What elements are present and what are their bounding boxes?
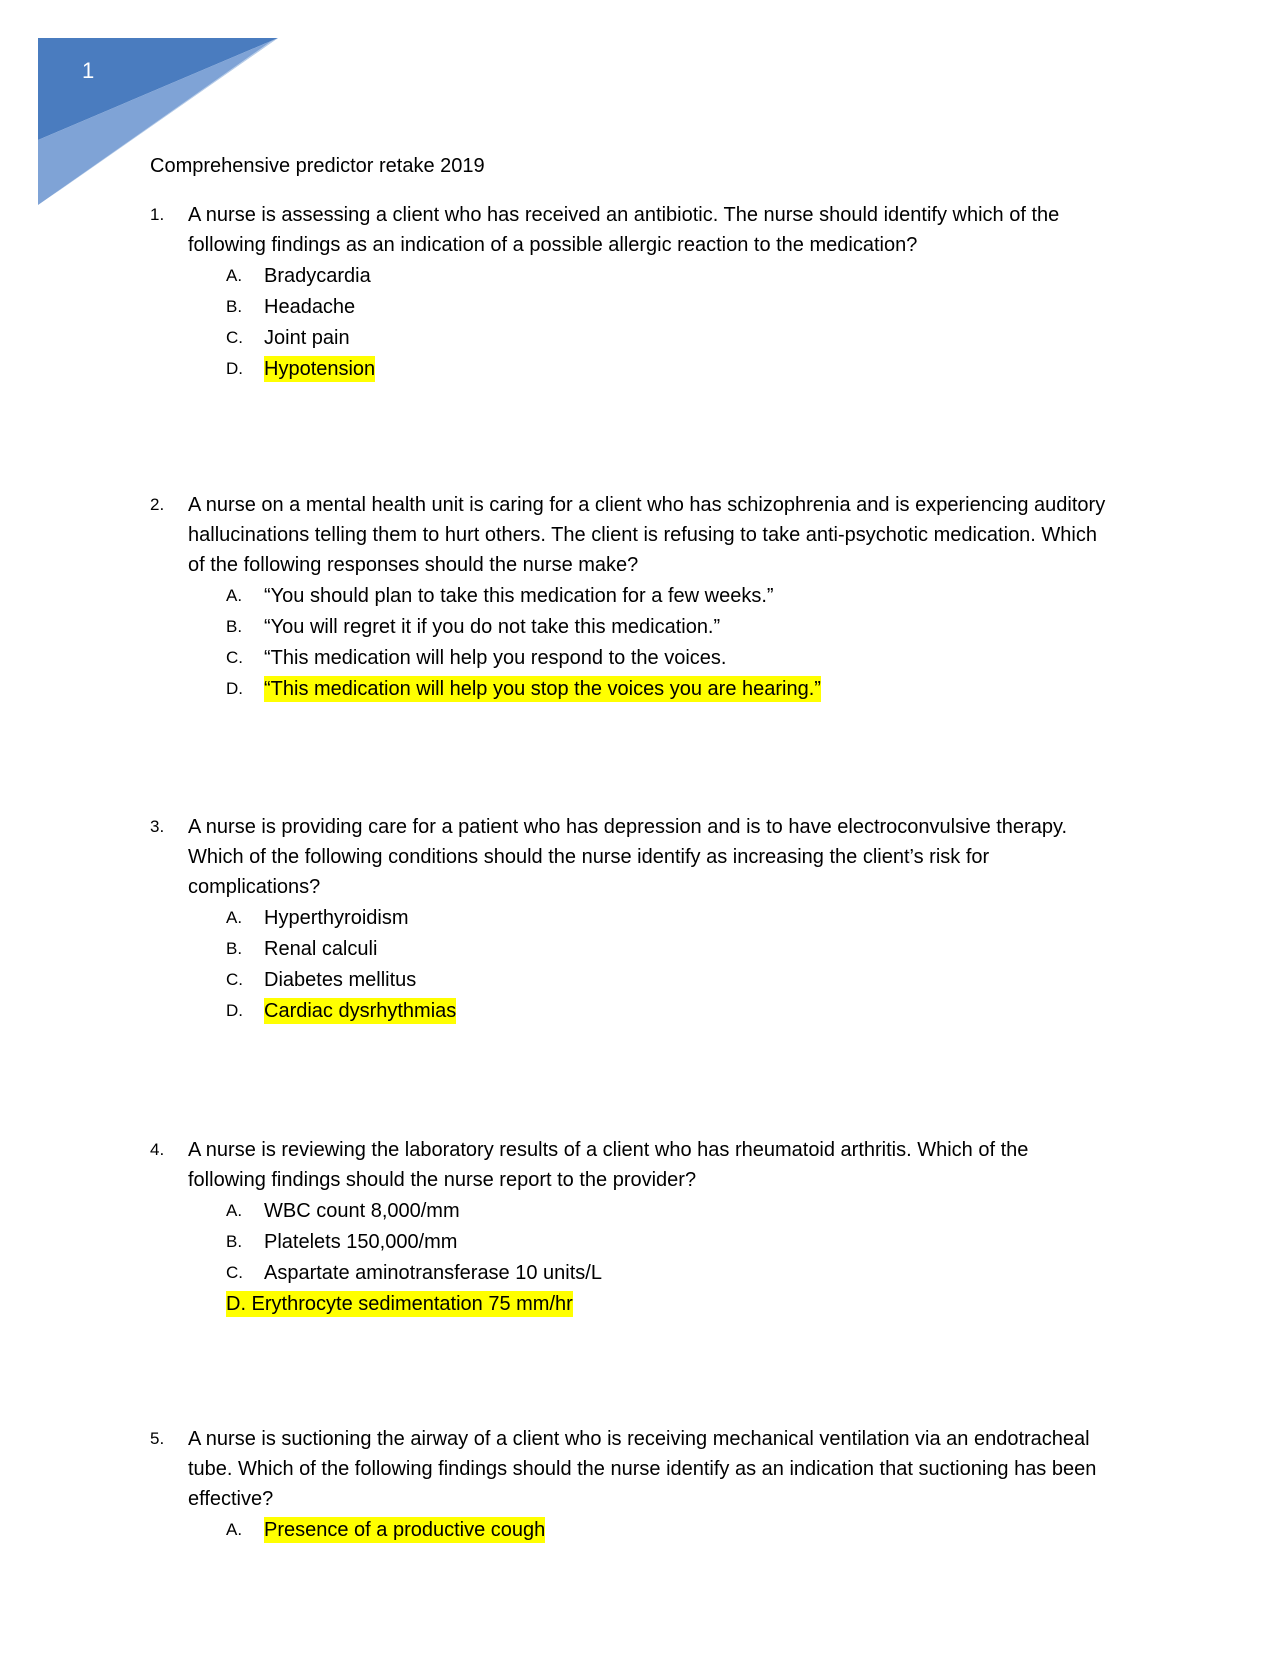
option-d — [226, 995, 1130, 1026]
option-a — [226, 580, 1130, 611]
highlighted-answer: D. Erythrocyte sedimentation 75 mm/hr — [226, 1292, 573, 1315]
option-letter: B. — [226, 938, 243, 958]
option-text: “You will regret it if you do not take this medication.” — [264, 615, 721, 638]
option-text: Headache — [264, 295, 356, 318]
option-d — [226, 1288, 1130, 1319]
option-b — [226, 933, 1130, 964]
option-letter: B. — [226, 1231, 243, 1251]
option-letter: B. — [226, 616, 243, 636]
question-text: A nurse is reviewing the laboratory results of a client who has rheumatoid arthritis. Which of the following findings should the nurse report to the provider? — [188, 1139, 1029, 1191]
highlighted-answer: “This medication will help you stop the voices you are hearing.” — [264, 677, 821, 700]
answer-options — [150, 260, 1130, 384]
option-a — [226, 1195, 1130, 1226]
question-5 — [150, 1424, 1130, 1545]
option-b — [226, 291, 1130, 322]
option-a — [226, 260, 1130, 291]
option-letter: D. — [226, 678, 243, 698]
option-text: Hyperthyroidism — [264, 906, 409, 929]
option-text: Diabetes mellitus — [264, 968, 417, 991]
option-letter: D. — [226, 358, 243, 378]
option-letter: A. — [226, 1519, 243, 1539]
question-number: 1. — [150, 205, 165, 224]
option-letter: C. — [226, 647, 243, 667]
document-title: Comprehensive predictor retake 2019 — [150, 155, 485, 177]
question-2 — [150, 490, 1130, 704]
question-number: 4. — [150, 1140, 165, 1159]
option-letter: C. — [226, 327, 243, 347]
option-letter: C. — [226, 969, 243, 989]
option-a — [226, 1514, 1130, 1545]
option-letter: A. — [226, 265, 243, 285]
option-c — [226, 964, 1130, 995]
question-text: A nurse is assessing a client who has received an antibiotic. The nurse should identify which of the following findings as an indication of a possible allergic reaction to the medication? — [188, 204, 1060, 256]
option-d — [226, 353, 1130, 384]
option-letter: C. — [226, 1262, 243, 1282]
highlighted-answer: Presence of a productive cough — [264, 1518, 546, 1541]
option-d — [226, 673, 1130, 704]
option-c — [226, 1257, 1130, 1288]
option-b — [226, 1226, 1130, 1257]
question-4 — [150, 1135, 1130, 1319]
answer-options — [150, 1514, 1130, 1545]
question-text: A nurse is suctioning the airway of a client who is receiving mechanical ventilation via an endotracheal tube. Which of the following findings should the nurse identify as an indication that suctioning has been effective? — [188, 1428, 1097, 1510]
option-a — [226, 902, 1130, 933]
question-number: 5. — [150, 1429, 165, 1448]
option-letter: A. — [226, 585, 243, 605]
option-letter: B. — [226, 296, 243, 316]
question-number: 2. — [150, 495, 165, 514]
highlighted-answer: Cardiac dysrhythmias — [264, 999, 457, 1022]
option-text: Aspartate aminotransferase 10 units/L — [264, 1261, 602, 1284]
option-text: WBC count 8,000/mm — [264, 1199, 460, 1222]
question-number: 3. — [150, 817, 165, 836]
page-corner-decoration — [0, 0, 300, 220]
option-text: Renal calculi — [264, 937, 378, 960]
option-text: Bradycardia — [264, 264, 371, 287]
question-1 — [150, 200, 1130, 384]
answer-options — [150, 580, 1130, 704]
option-letter: A. — [226, 1200, 243, 1220]
option-text: “This medication will help you respond to the voices. — [264, 646, 727, 669]
option-text: Platelets 150,000/mm — [264, 1230, 458, 1253]
question-3 — [150, 812, 1130, 1026]
option-c — [226, 322, 1130, 353]
option-letter: D. — [226, 1000, 243, 1020]
highlighted-answer: Hypotension — [264, 357, 376, 380]
page-number: 1 — [82, 58, 95, 83]
option-text: “You should plan to take this medication for a few weeks.” — [264, 584, 774, 607]
option-c — [226, 642, 1130, 673]
answer-options — [150, 1195, 1130, 1319]
option-letter: A. — [226, 907, 243, 927]
question-text: A nurse on a mental health unit is caring for a client who has schizophrenia and is experiencing auditory hallucinations telling them to hurt others. The client is refusing to take anti-psychotic medication. Which of the following responses should the nurse make? — [188, 494, 1106, 576]
answer-options — [150, 902, 1130, 1026]
question-text: A nurse is providing care for a patient who has depression and is to have electroconvulsive therapy. Which of the following conditions should the nurse identify as increasing the client’s risk for complications? — [188, 816, 1068, 898]
option-b — [226, 611, 1130, 642]
option-text: Joint pain — [264, 326, 350, 349]
